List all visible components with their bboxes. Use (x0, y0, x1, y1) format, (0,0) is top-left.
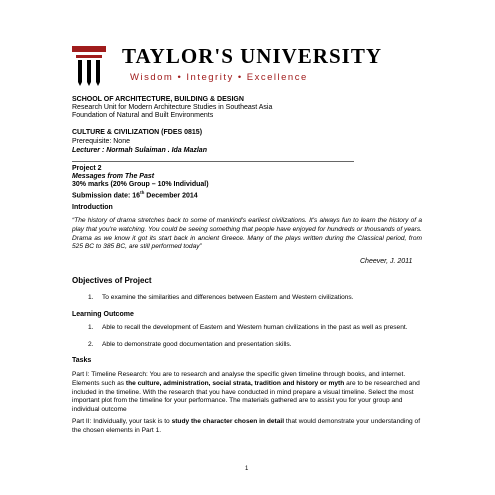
task-part-1 (72, 371, 422, 415)
task-part-2 (72, 418, 422, 436)
project-number: Project 2 (72, 165, 102, 172)
quote-citation: Cheever, J. 2011 (360, 258, 413, 265)
school-name: SCHOOL OF ARCHITECTURE, BUILDING & DESIGN (72, 96, 244, 103)
introduction-heading: Introduction (72, 204, 113, 211)
research-unit: Research Unit for Modern Architecture Studies in Southeast Asia (72, 104, 273, 111)
learning-outcome-heading: Learning Outcome (72, 311, 134, 318)
objectives-heading: Objectives of Project (72, 276, 152, 285)
course-title: CULTURE & CIVILIZATION (FDES 0815) (72, 129, 203, 136)
outcome-item: Able to recall the development of Eastern and Western human civilizations in the past as well as present. (102, 324, 408, 331)
prerequisite: Prerequisite: None (72, 138, 130, 145)
task-part-1-emphasis: the culture, administration, social strata, tradition and history or myth (125, 379, 345, 387)
university-name: TAYLOR'S UNIVERSITY (122, 44, 382, 68)
project-marks: 30% marks (20% Group – 10% Individual) (72, 181, 209, 188)
outcome-number: 1. (88, 324, 94, 331)
submission-date-sup: th (140, 190, 145, 195)
submission-date (72, 188, 198, 200)
task-part-1-text-cont: are to be researched and included in the timeline. With the research that you have conducted in mind prepare a visual timeline. Select the most important plot from the timeline for your performance. The materials gathered are to assist you for your group and individual outcome (72, 379, 420, 414)
tasks-heading: Tasks (72, 357, 92, 364)
university-tagline: Wisdom • Integrity • Excellence (130, 72, 308, 83)
task-part-2-text: Part II: Individually, your task is to (72, 418, 172, 425)
university-logo-icon (72, 46, 106, 86)
submission-date-suffix: December 2014 (144, 192, 198, 200)
page-number: 1 (245, 466, 249, 472)
outcome-item: Able to demonstrate good documentation and presentation skills. (102, 341, 292, 348)
project-name: Messages from The Past (72, 173, 155, 180)
objective-number: 1. (88, 294, 94, 301)
task-part-1-text: Part I: Timeline Research: You are to research and analyse the specific given timeline through books, and internet. Elements such as (72, 371, 406, 387)
task-part-2-text-cont: that would demonstrate your understanding of the chosen elements in Part 1. (72, 418, 421, 434)
outcome-number: 2. (88, 341, 94, 348)
objective-item: To examine the similarities and differences between Eastern and Western civilizations. (102, 294, 354, 301)
submission-date-prefix: Submission date: 16 (72, 192, 141, 200)
foundation: Foundation of Natural and Built Environments (72, 112, 214, 119)
task-part-2-emphasis: study the character chosen in detail (171, 418, 285, 425)
introduction-quote: “The history of drama stretches back to some of mankind's earliest civilizations. It's always fun to learn the history of a play that you're watching. You could be seeing something that people have enjoyed for hundreds or thousands of years. Drama as we know it got its start back in ancient Greece. Many of the plays written during the Classical period, from 525 BC to 385 BC, are still performed today” (72, 217, 422, 251)
lecturer: Lecturer : Normah Sulaiman . Ida Mazlan (72, 147, 207, 154)
divider (72, 161, 354, 162)
